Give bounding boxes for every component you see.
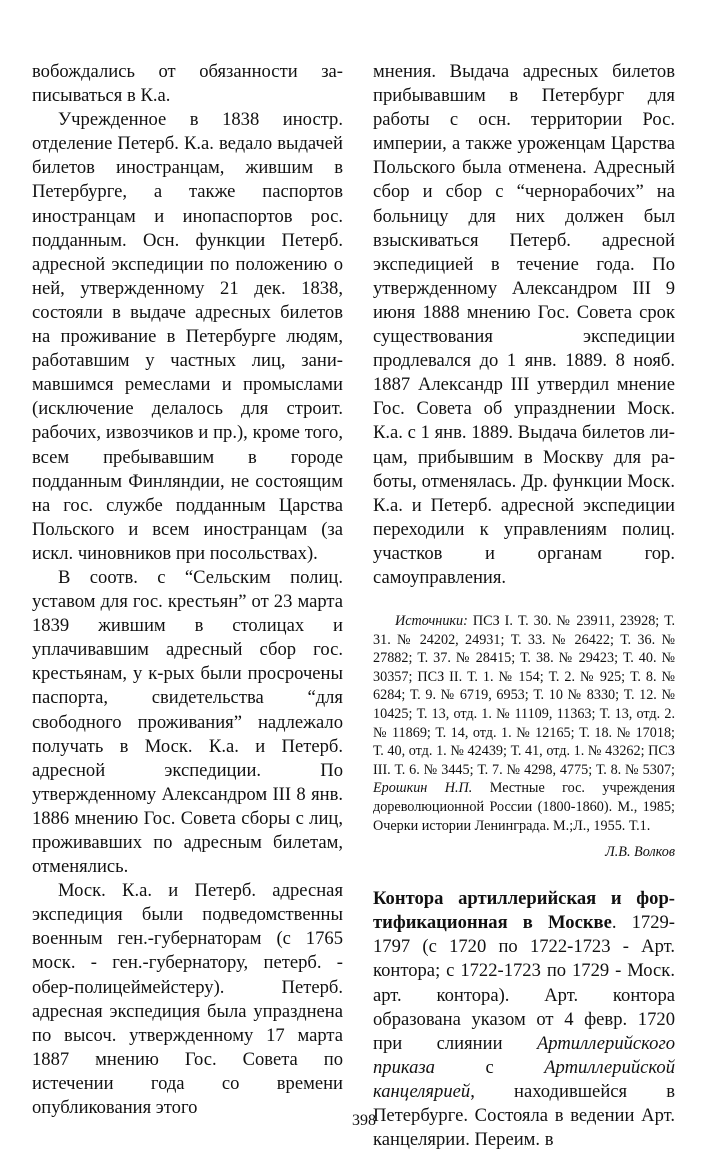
sources-block bbox=[373, 612, 675, 835]
right-paragraph-1: мнения. Выдача адресных билетов прибывавшим в Петербург для работы с осн. территории Рос. империи, а также уроженцам Царства Польского была отменена. Адресный сбор и сбор с “чернорабочих” на больницу для них должен был взыскиваться Петерб. адресной экспедицией в течение года. По утвержденному Александром III 9 июня 1888 мнению Гос. Совета срок существования экспедиции продлевался до 1 янв. 1889. 8 нояб. 1887 Александр III утвердил мнение Гос. Совета об упразднении Моск. К.а. с 1 янв. 1889. Выдача билетов лицам, прибывшим в Москву для работы, отменялась. Др. функции Моск. К.а. и Петерб. адресной экспедиции переходили к управлениям полиц. участков и органам гор. самоуправления. bbox=[373, 61, 675, 588]
sources-tail: Местные гос. учреждения дореволюционной России (1800-1860). М., 1985; Очерки истории Ленинграда. М.;Л., 1955. Т.1. bbox=[373, 780, 676, 834]
author-signature: Л.В. Волков bbox=[605, 844, 675, 861]
entry-italic-1: Артиллерийского приказа bbox=[373, 1032, 675, 1078]
entry-italic-2: Артиллерийской канцелярией bbox=[373, 1056, 675, 1102]
sources-author: Ерошкин Н.П. bbox=[373, 780, 473, 797]
left-column bbox=[32, 60, 343, 1120]
left-paragraph-3: В соотв. с “Сельским полиц. уставом для гос. крестьян” от 23 марта 1839 жившим в столицах и уплачивавшим адресный сбор гос. крестьянам, у к-рых были просрочены паспорта, свидетельства “для свободного проживания” надлежало получать в Моск. К.а. и Петерб. адресной экспедиции. По утвержденному Александром III 8 янв. 1886 мнению Гос. Совета сборы с лиц, проживавших по адресным билетам, отменялись. bbox=[32, 566, 343, 878]
entry-text-2: с bbox=[434, 1056, 545, 1078]
left-paragraph-2: Учрежденное в 1838 иностр. отделение Петерб. К.а. ведало выдачей билетов иностранцам, жившим в Петербурге, а также паспортов иностранцам и инопаспортов рос. подданным. Осн. функции Петерб. адресной экспедиции по положению о ней, утвержденному 21 дек. 1838, состояли в выдаче адресных билетов на проживание в Петербурге людям, работавшим у частных лиц, занимавшимся ремеслами и промыслами (исключение делалось для строит. рабочих, извозчиков и пр.), кроме того, всем пребывавшим в городе подданным Финляндии, не состоящим на гос. службе подданным Царства Польского и всем иностранцам (за искл. чиновников при посольствах). bbox=[32, 109, 343, 564]
left-paragraph-1: вобождались от обязанности записываться в К.а. bbox=[32, 61, 343, 107]
entry-title: Контора артиллерийская и фортификационная в Москве bbox=[373, 888, 675, 934]
left-paragraph-4: Моск. К.а. и Петерб. адресная экспедиция были подведомственны военным ген.-губернаторам (с 1765 моск. - ген.-губернатору, петерб. - обер-полицеймейстеру). Петерб. адресная экспедиция была упразднена по высоч. утвержденному 17 марта 1887 мнению Гос. Совета по истечении года со времени опубликования этого bbox=[32, 880, 343, 1119]
entry-text-1: . 1729-1797 (с 1720 по 1722-1723 - Арт. контора; с 1722-1723 по 1729 - Моск. арт. контора). Арт. контора образована указом от 4 февр. 1720 при слиянии bbox=[373, 912, 675, 1054]
page-number: 398 bbox=[352, 1112, 376, 1129]
sources-text: ПСЗ I. Т. 30. № 23911, 23928; Т. 31. № 24202, 24931; Т. 33. № 26422; Т. 36. № 27882; Т. 37. № 28415; Т. 38. № 29423; Т. 40. № 30357; ПСЗ II. Т. 1. № 154; Т. 2. № 925; Т. 8. № 6284; Т. 9. № 6719, 6953; Т. 10 № 8330; Т. 12. № 10425; Т. 13, отд. 1. № 11109, 11363; Т. 13, отд. 2. № 11869; Т. 14, отд. 1. № 12165; Т. 18. № 17018; Т. 40, отд. 1. № 42439; Т. 41, отд. 1. № 43262; ПСЗ III. Т. 6. № 3445; Т. 7. № 4298, 4775; Т. 8. № 5307; bbox=[373, 613, 676, 778]
sources-label: Источники: bbox=[395, 613, 468, 630]
right-column bbox=[373, 60, 675, 1152]
entry-text-3: , находившейся в Петербурге. Состояла в ведении Арт. канцелярии. Переим. в bbox=[373, 1080, 675, 1151]
